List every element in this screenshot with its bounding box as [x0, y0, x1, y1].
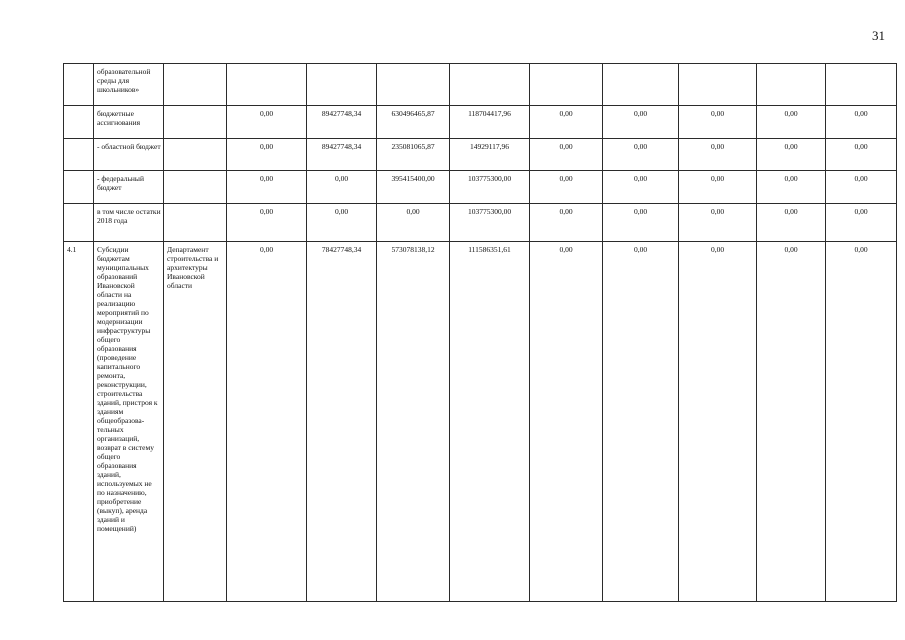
amount-cell: 0,00 [826, 171, 897, 204]
page-number: 31 [872, 28, 885, 43]
amount-cell: 0,00 [679, 106, 757, 139]
row-number-cell [64, 204, 94, 242]
item-name-cell: - областной бюджет [94, 139, 164, 171]
row-number-cell [64, 106, 94, 139]
amount-cell: 573078138,12 [377, 242, 450, 602]
executor-cell: Департамент строительства и архитектуры Ивановской области [164, 242, 227, 602]
row-number-cell [64, 171, 94, 204]
amount-cell: 103775300,00 [450, 171, 530, 204]
executor-cell [164, 171, 227, 204]
item-name-cell: в том числе остатки 2018 года [94, 204, 164, 242]
amount-cell [603, 64, 679, 106]
amount-cell: 0,00 [757, 171, 826, 204]
amount-cell [450, 64, 530, 106]
amount-cell [826, 64, 897, 106]
amount-cell: 395415400,00 [377, 171, 450, 204]
amount-cell: 89427748,34 [307, 139, 377, 171]
item-name-cell: бюджетные ассигнования [94, 106, 164, 139]
amount-cell: 14929117,96 [450, 139, 530, 171]
amount-cell: 0,00 [530, 106, 603, 139]
table-row [64, 242, 897, 602]
amount-cell: 235081065,87 [377, 139, 450, 171]
amount-cell: 0,00 [377, 204, 450, 242]
amount-cell: 0,00 [227, 204, 307, 242]
amount-cell: 0,00 [679, 242, 757, 602]
amount-cell: 0,00 [757, 242, 826, 602]
amount-cell: 103775300,00 [450, 204, 530, 242]
table-row [64, 204, 897, 242]
table-row [64, 139, 897, 171]
amount-cell: 0,00 [679, 139, 757, 171]
amount-cell: 0,00 [603, 204, 679, 242]
executor-cell [164, 64, 227, 106]
amount-cell: 0,00 [679, 204, 757, 242]
amount-cell: 78427748,34 [307, 242, 377, 602]
amount-cell: 111586351,61 [450, 242, 530, 602]
amount-cell: 0,00 [826, 242, 897, 602]
amount-cell [757, 64, 826, 106]
amount-cell [530, 64, 603, 106]
amount-cell [307, 64, 377, 106]
table-row [64, 106, 897, 139]
table-row [64, 64, 897, 106]
row-number-cell [64, 64, 94, 106]
amount-cell: 0,00 [530, 242, 603, 602]
item-name-cell: - федеральный бюджет [94, 171, 164, 204]
amount-cell: 0,00 [307, 204, 377, 242]
amount-cell: 89427748,34 [307, 106, 377, 139]
amount-cell: 0,00 [679, 171, 757, 204]
row-number-cell [64, 139, 94, 171]
budget-table [63, 63, 897, 602]
amount-cell: 0,00 [826, 106, 897, 139]
amount-cell: 118704417,96 [450, 106, 530, 139]
amount-cell: 0,00 [826, 204, 897, 242]
amount-cell: 630496465,87 [377, 106, 450, 139]
amount-cell: 0,00 [530, 171, 603, 204]
amount-cell: 0,00 [227, 171, 307, 204]
amount-cell [227, 64, 307, 106]
amount-cell: 0,00 [307, 171, 377, 204]
amount-cell: 0,00 [826, 139, 897, 171]
amount-cell: 0,00 [227, 139, 307, 171]
item-name-cell: Субсидии бюджетам муниципальных образований Ивановской области на реализацию мероприятий по модернизации инфраструктуры общего образования (проведение капитального ремонта, реконструкции, строительства зданий, пристроя к зданиям общеобразова-тельных организаций, возврат в систему общего образования зданий, используемых не по назначению, приобретение (выкуп), аренда зданий и помещений) [94, 242, 164, 602]
amount-cell: 0,00 [603, 171, 679, 204]
amount-cell: 0,00 [227, 242, 307, 602]
executor-cell [164, 106, 227, 139]
amount-cell: 0,00 [227, 106, 307, 139]
amount-cell [679, 64, 757, 106]
amount-cell [377, 64, 450, 106]
executor-cell [164, 204, 227, 242]
amount-cell: 0,00 [757, 139, 826, 171]
amount-cell: 0,00 [757, 204, 826, 242]
table-row [64, 171, 897, 204]
item-name-cell: образовательной среды для школьников» [94, 64, 164, 106]
amount-cell: 0,00 [603, 106, 679, 139]
amount-cell: 0,00 [530, 204, 603, 242]
amount-cell: 0,00 [757, 106, 826, 139]
row-number-cell: 4.1 [64, 242, 94, 602]
executor-cell [164, 139, 227, 171]
amount-cell: 0,00 [603, 139, 679, 171]
amount-cell: 0,00 [603, 242, 679, 602]
amount-cell: 0,00 [530, 139, 603, 171]
